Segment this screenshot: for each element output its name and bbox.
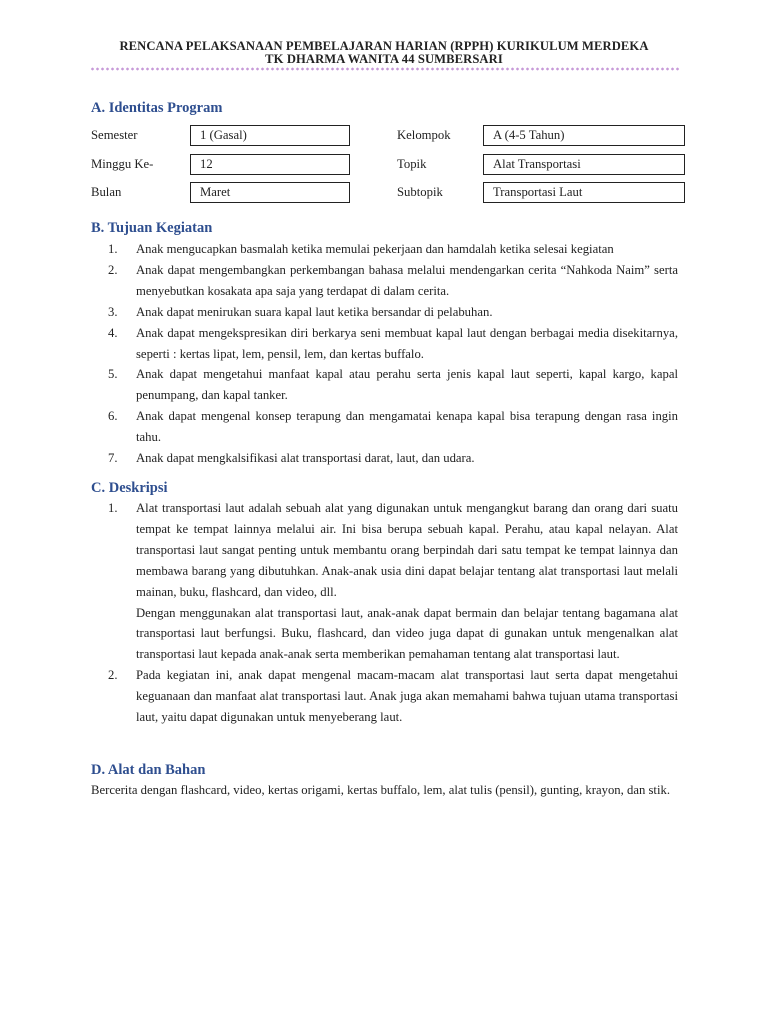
list-item: 2. Anak dapat mengembangkan perkembangan bahasa melalui mendengarkan cerita “Nahkoda Naim” serta menyebutkan kosakata apa saja yang terdapat di dalam cerita. [108, 262, 678, 298]
section-c-title: C. Deskripsi [91, 480, 168, 496]
semester-value: 1 (Gasal) [190, 125, 350, 146]
subtopik-value: Transportasi Laut [483, 182, 685, 203]
list-item: 4. Anak dapat mengekspresikan diri berkarya seni membuat kapal laut dengan berbagai media disekitarnya, seperti : kertas lipat, lem, pensil, lem, dan kertas buffalo. [108, 325, 678, 361]
topik-value: Alat Transportasi [483, 154, 685, 175]
section-b-title: B. Tujuan Kegiatan [91, 220, 213, 236]
tujuan-list [108, 239, 678, 469]
list-item: 3. Anak dapat menirukan suara kapal laut ketika bersandar di pelabuhan. [108, 304, 493, 319]
bulan-label: Bulan [91, 185, 122, 199]
deskripsi-paragraph: Dengan menggunakan alat transportasi laut, anak-anak dapat bermain dan belajar tentang bagamana alat transportasi laut berfungsi. Buku, flashcard, dan video juga dapat di gunakan untuk mengenalkan alat transportasi laut kepada anak-anak serta memberikan pemahaman tentang alat transportasi laut. [136, 605, 678, 662]
school-name: TK DHARMA WANITA 44 SUMBERSARI [265, 52, 503, 66]
kelompok-label: Kelompok [397, 128, 451, 142]
list-item: 1. Alat transportasi laut adalah sebuah alat yang digunakan untuk mengangkut barang dan orang dari suatu tempat ke tempat lainnya melalui air. Ini bisa berupa sebuah kapal. Perahu, atau kapal nelayan. Alat transportasi laut sangat penting untuk membantu orang berpindah dari satu tempat ke tempat lainnya dan membawa barang yang dibutuhkan. Anak-anak usia dini dapat belajar tentang alat transportasi laut melali mainan, buku, flashcard, dan video, dll. Dengan menggunakan alat transportasi laut, anak-anak dapat bermain dan belajar tentang bagamana alat transportasi laut berfungsi. Buku, flashcard, dan video juga dapat di gunakan untuk mengenalkan alat transportasi laut kepada anak-anak serta memberikan pemahaman tentang alat transportasi laut. [108, 498, 678, 665]
deskripsi-list [108, 498, 678, 728]
list-item: 2. Pada kegiatan ini, anak dapat mengenal macam-macam alat transportasi laut serta dapat mengetahui keguanaan dan manfaat alat transportasi laut. Anak juga akan memahami bahwa tujuan utama transportasi laut, yaitu dapat digunakan untuk menyeberang laut. [108, 668, 678, 725]
kelompok-value: A (4-5 Tahun) [483, 125, 685, 146]
deskripsi-paragraph: Alat transportasi laut adalah sebuah alat yang digunakan untuk mengangkut barang dan orang dari suatu tempat ke tempat lainnya melalui air. Ini bisa berupa sebuah kapal. Perahu, atau kapal nelayan. Alat transportasi laut sangat penting untuk membantu orang berpindah dari satu tempat ke tempat lainnya dan membawa barang yang dibutuhkan. Anak-anak usia dini dapat belajar tentang alat transportasi laut melali mainan, buku, flashcard, dan video, dll. [136, 501, 678, 599]
document-title: RENCANA PELAKSANAAN PEMBELAJARAN HARIAN (RPPH) KURIKULUM MERDEKA [119, 39, 649, 53]
list-item: 1. Anak mengucapkan basmalah ketika memulai pekerjaan dan hamdalah ketika selesai kegiatan [108, 242, 614, 256]
topik-label: Topik [397, 157, 427, 171]
subtopik-label: Subtopik [397, 185, 443, 199]
list-item: 6. Anak dapat mengenal konsep terapung dan mengamatai kenapa kapal bisa terapung dengan rasa ingin tahu. [108, 409, 678, 445]
minggu-label: Minggu Ke- [91, 157, 154, 171]
semester-label: Semester [91, 128, 138, 142]
list-item: 7. Anak dapat mengkalsifikasi alat transportasi darat, laut, dan udara. [108, 451, 475, 466]
minggu-value: 12 [190, 154, 350, 175]
section-d-title: D. Alat dan Bahan [91, 762, 206, 778]
list-item: 5. Anak dapat mengetahui manfaat kapal atau perahu serta jenis kapal laut seperti, kapal kargo, kapal penumpang, dan kapal tanker. [108, 367, 678, 403]
alat-bahan-text: Bercerita dengan flashcard, video, kertas origami, kertas buffalo, lem, alat tulis (pensil), gunting, krayon, dan stik. [91, 783, 670, 797]
bulan-value: Maret [190, 182, 350, 203]
section-a-title: A. Identitas Program [91, 100, 223, 116]
decorative-border [90, 67, 680, 71]
